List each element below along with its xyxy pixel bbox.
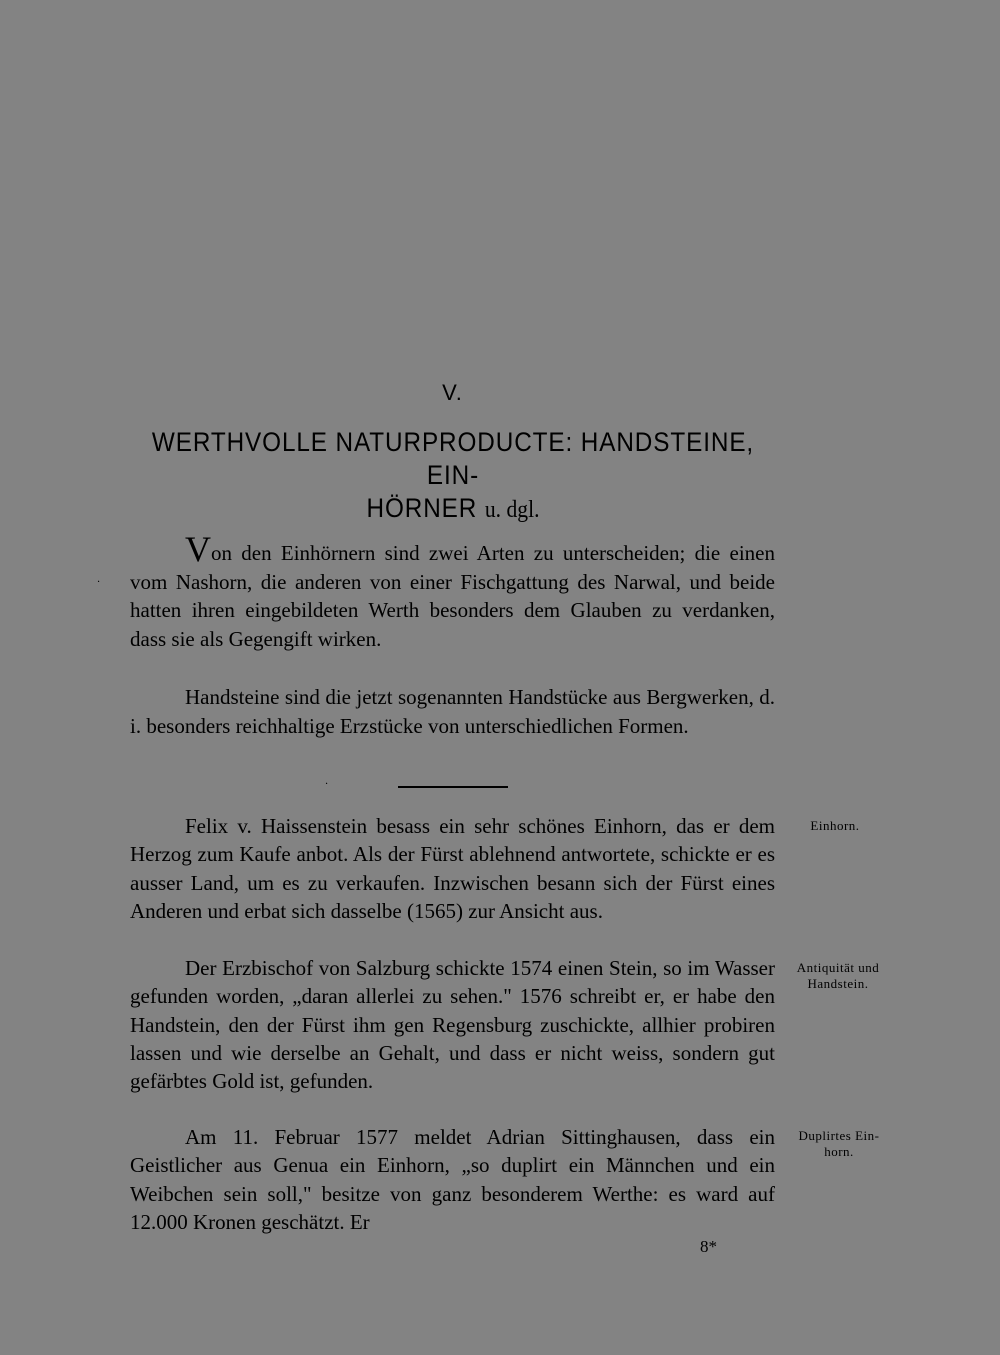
signature-mark: 8*	[700, 1237, 717, 1256]
margin-note-3-line-2: horn.	[824, 1144, 854, 1159]
drop-cap: V	[185, 529, 211, 569]
margin-note-3-line-1: Duplirtes Ein-	[798, 1128, 880, 1143]
chapter-title-suffix: u. dgl.	[484, 497, 540, 523]
margin-note-2-line-2: Handstein.	[807, 976, 869, 991]
margin-note-3	[785, 1128, 893, 1160]
chapter-title	[152, 426, 755, 527]
chapter-title-line-2: HÖRNER	[366, 493, 478, 523]
margin-note-1: Einhorn.	[810, 818, 860, 833]
entry-paragraph-1: Felix v. Haissenstein besass ein sehr schönes Einhorn, das er dem Herzog zum Kaufe anbot. Als der Fürst ablehnend antwortete, schickte er es ausser Land, um es zu verkaufen. Inzwischen besann sich der Fürst eines Anderen und erbat sich dasselbe (1565) zur Ansicht aus.	[130, 814, 775, 923]
intro-paragraph-1-text: on den Einhörnern sind zwei Arten zu unterscheiden; die einen vom Nashorn, die anderen von einer Fischgattung des Narwal, und beide hatten ihren eingebildeten Werth besonders dem Glauben zu verdanken, dass sie als Gegengift wirken.	[130, 541, 775, 651]
entry-paragraph-2: Der Erzbischof von Salzburg schickte 1574 einen Stein, so im Wasser gefunden worden, „daran allerlei zu sehen." 1576 schreibt er, er habe den Handstein, den der Fürst ihm gen Regensburg zuschickte, allhier probiren lassen und wie derselbe an Gehalt, und dass er nicht weiss, sondern gut gefärbtes Gold ist, gefunden.	[130, 956, 775, 1094]
chapter-title-line-1: WERTHVOLLE NATURPRODUCTE: HANDSTEINE, EIN-	[151, 427, 755, 490]
intro-paragraph-1	[130, 529, 775, 653]
print-fleck: ·	[325, 779, 329, 790]
margin-note-2	[783, 960, 893, 992]
margin-note-2-line-1: Antiquität und	[796, 960, 880, 975]
entry-paragraph-3: Am 11. Februar 1577 meldet Adrian Sittinghausen, dass ein Geistlicher aus Genua ein Einhorn, „so duplirt ein Männchen und ein Weibchen sein soll," besitze von ganz besonderem Werthe: es ward auf 12.000 Kronen geschätzt. Er	[130, 1125, 775, 1234]
section-divider	[398, 786, 508, 788]
print-fleck: ·	[97, 577, 101, 588]
chapter-number: V.	[442, 380, 463, 405]
intro-paragraph-2: Handsteine sind die jetzt sogenannten Handstücke aus Bergwerken, d. i. besonders reichhaltige Erzstücke von unterschiedlichen Formen.	[130, 685, 775, 738]
